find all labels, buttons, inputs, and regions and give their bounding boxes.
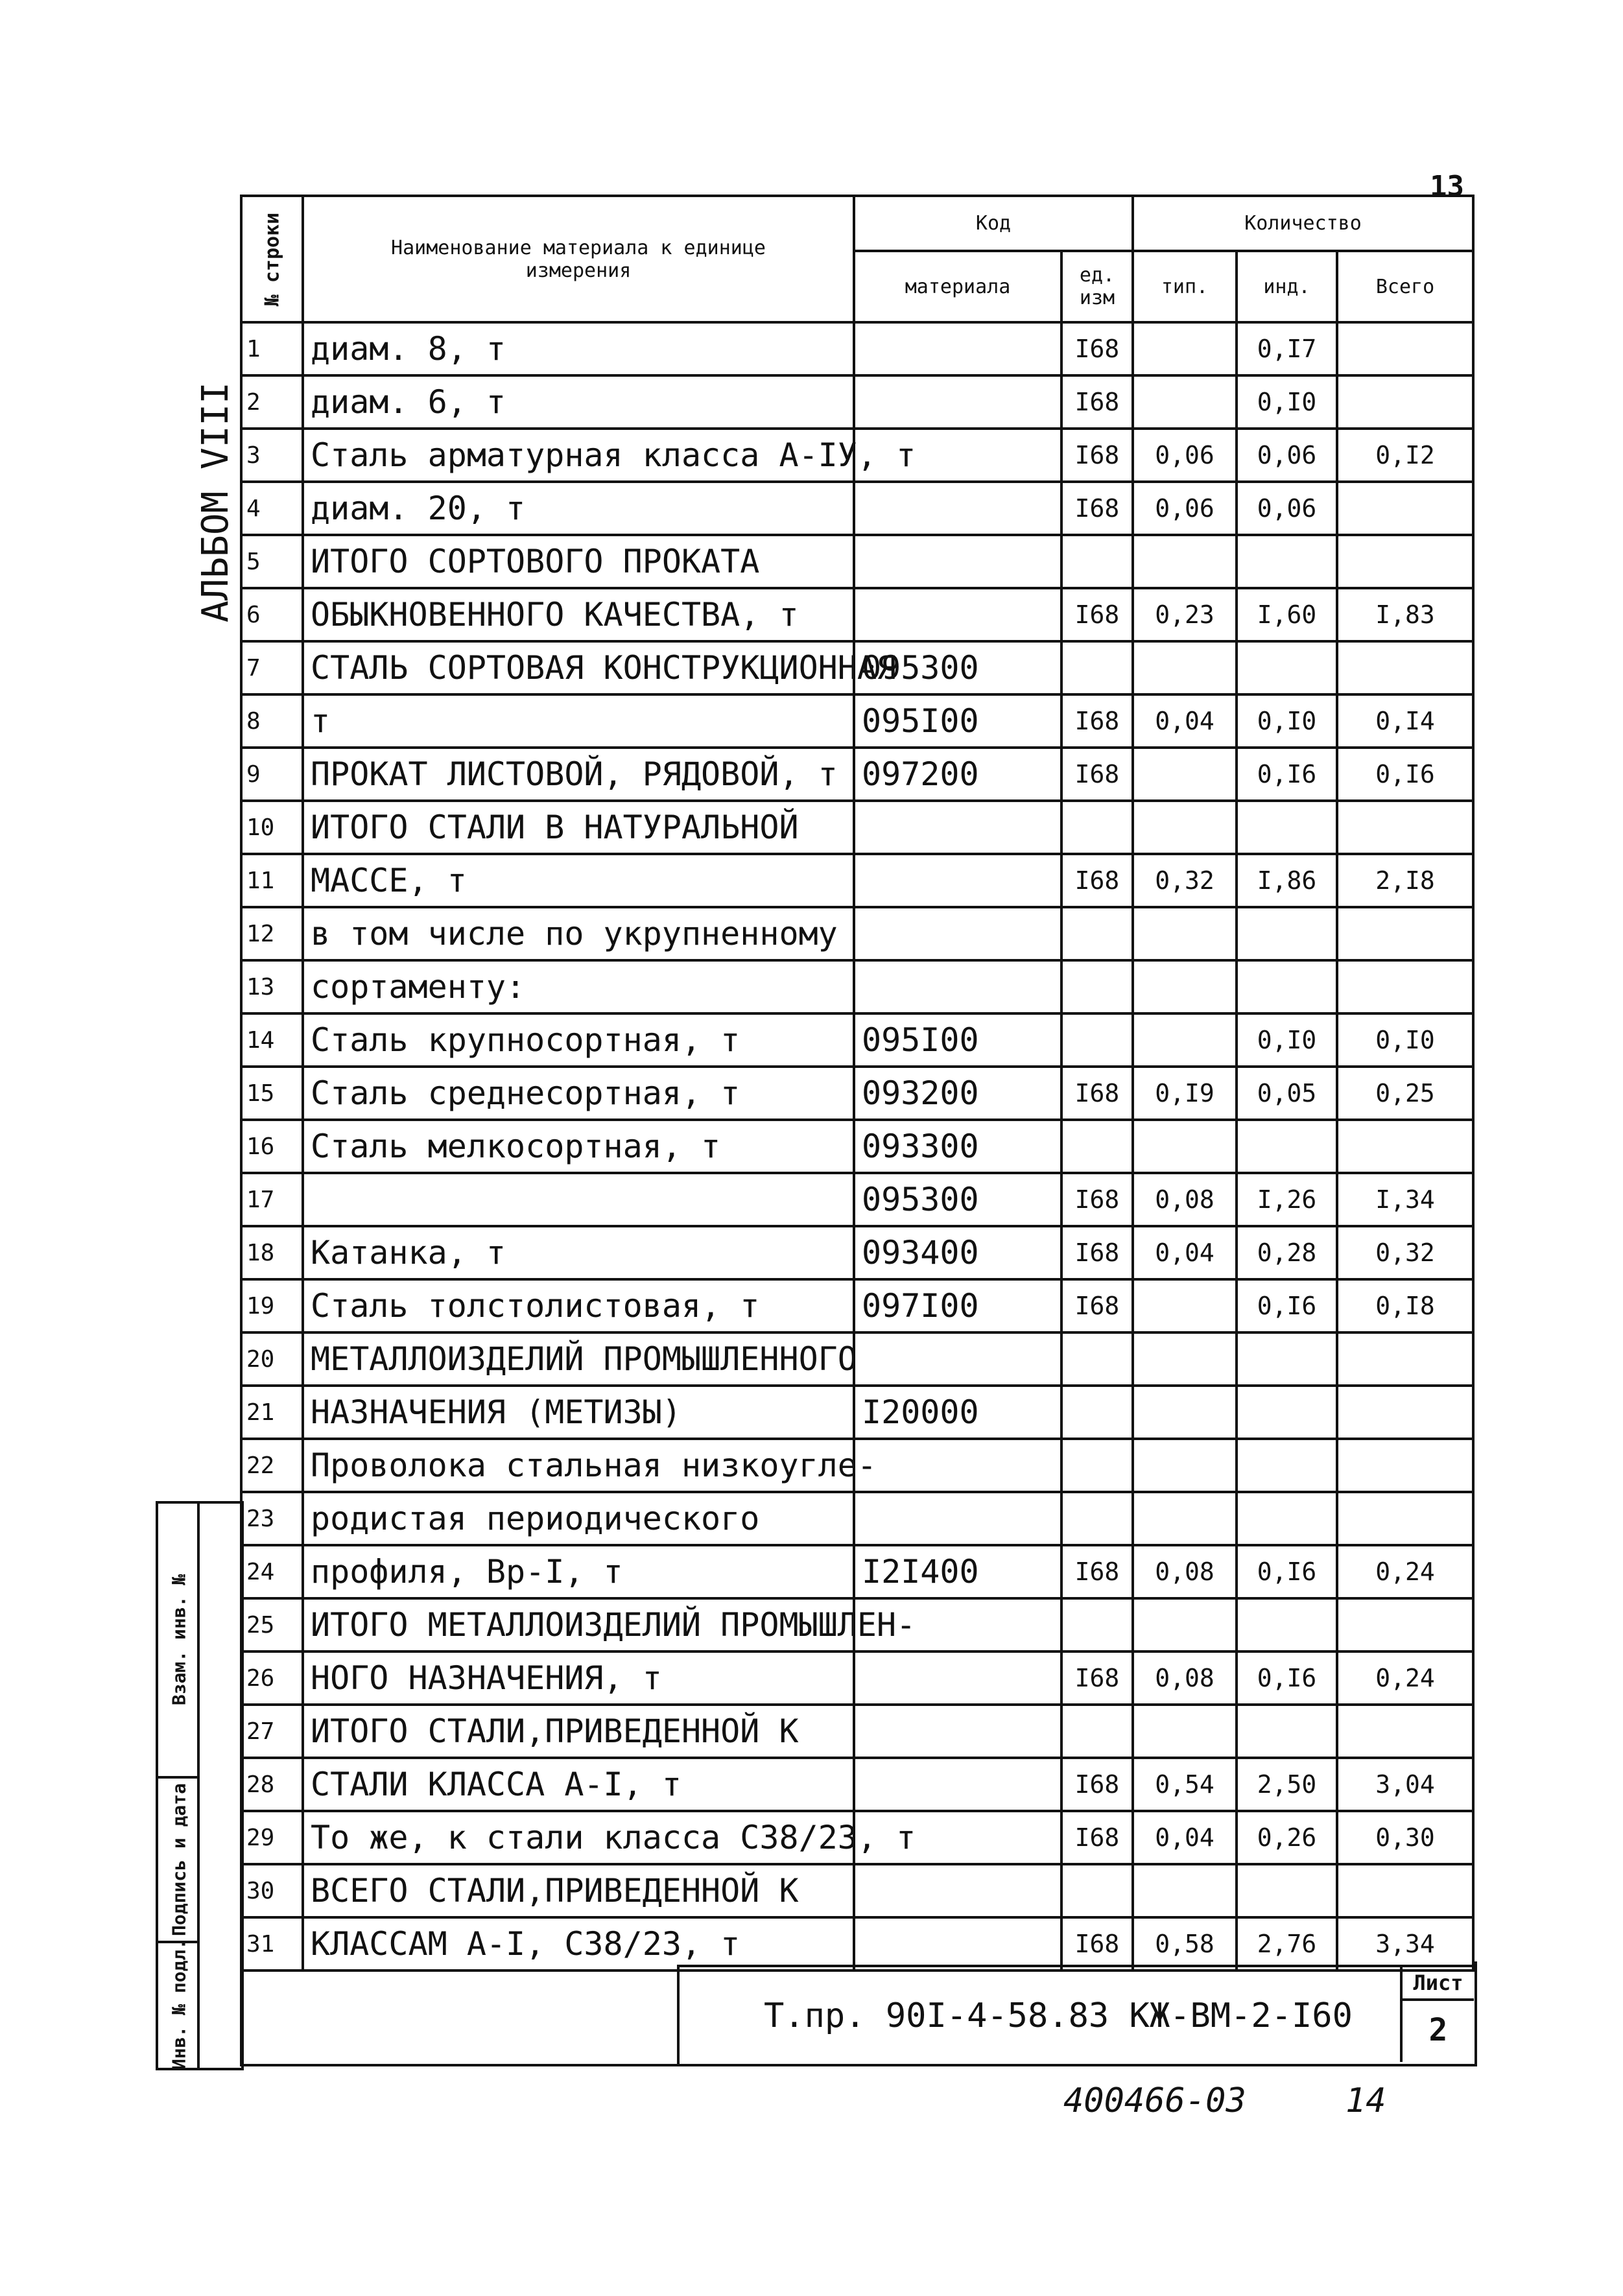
cell-qty-typical — [1133, 960, 1237, 1013]
cell-qty-typical: 0,23 — [1133, 588, 1237, 641]
cell-unit: I68 — [1061, 482, 1133, 535]
cell-unit: I68 — [1061, 1279, 1133, 1332]
cell-material-code — [854, 854, 1061, 907]
cell-qty-total — [1337, 1332, 1473, 1386]
table-row — [241, 375, 1473, 429]
left-strip-labels — [158, 1504, 200, 2068]
cell-qty-typical: 0,04 — [1133, 1226, 1237, 1279]
cell-material-code: I20000 — [854, 1386, 1061, 1439]
cell-qty-individual — [1237, 641, 1337, 694]
cell-material-code — [854, 907, 1061, 960]
header-code-group: Код — [854, 196, 1133, 251]
cell-qty-typical — [1133, 1120, 1237, 1173]
sheet-box — [1400, 1967, 1474, 2062]
strip-cell-inv-no — [158, 1938, 200, 2070]
cell-qty-typical — [1133, 1279, 1237, 1332]
cell-qty-individual — [1237, 1332, 1337, 1386]
cell-qty-individual — [1237, 535, 1337, 588]
cell-row-number: 22 — [241, 1439, 303, 1492]
cell-material-code — [854, 1864, 1061, 1917]
table-row — [241, 482, 1473, 535]
cell-material-code: 095300 — [854, 1173, 1061, 1226]
table-row — [241, 1386, 1473, 1439]
cell-qty-total — [1337, 1705, 1473, 1758]
cell-qty-typical — [1133, 1332, 1237, 1386]
cell-unit: I68 — [1061, 694, 1133, 748]
cell-qty-typical — [1133, 907, 1237, 960]
cell-material-code: 093400 — [854, 1226, 1061, 1279]
cell-qty-typical: 0,04 — [1133, 694, 1237, 748]
cell-unit — [1061, 1120, 1133, 1173]
strip-label-replace: Взам. инв. № — [168, 1574, 190, 1706]
cell-material-code — [854, 801, 1061, 854]
table-row — [241, 588, 1473, 641]
cell-material-name: НАЗНАЧЕНИЯ (МЕТИЗЫ) — [303, 1386, 854, 1439]
table-row — [241, 535, 1473, 588]
cell-row-number: 13 — [241, 960, 303, 1013]
cell-unit — [1061, 535, 1133, 588]
cell-row-number: 19 — [241, 1279, 303, 1332]
cell-qty-individual: I,26 — [1237, 1173, 1337, 1226]
table-row — [241, 429, 1473, 482]
cell-material-code — [854, 1651, 1061, 1705]
header-row-number-label: № строки — [261, 212, 283, 306]
cell-material-name: Сталь толстолистовая, т — [303, 1279, 854, 1332]
cell-qty-individual: 0,28 — [1237, 1226, 1337, 1279]
cell-material-name: т — [303, 694, 854, 748]
cell-row-number: 31 — [241, 1917, 303, 1971]
album-label: АЛЬБОМ VIII — [195, 382, 237, 622]
cell-unit: I68 — [1061, 375, 1133, 429]
cell-material-name: НОГО НАЗНАЧЕНИЯ, т — [303, 1651, 854, 1705]
cell-qty-total — [1337, 1120, 1473, 1173]
cell-qty-total: I,34 — [1337, 1173, 1473, 1226]
cell-qty-individual: 0,06 — [1237, 482, 1337, 535]
title-area — [240, 1961, 1477, 2066]
cell-material-name: диам. 8, т — [303, 322, 854, 375]
cell-qty-individual: I,60 — [1237, 588, 1337, 641]
cell-qty-typical: 0,06 — [1133, 429, 1237, 482]
cell-material-code: 095I00 — [854, 1013, 1061, 1067]
cell-material-code: 095I00 — [854, 694, 1061, 748]
cell-unit: I68 — [1061, 322, 1133, 375]
cell-row-number: 27 — [241, 1705, 303, 1758]
cell-unit: I68 — [1061, 748, 1133, 801]
cell-row-number: 24 — [241, 1545, 303, 1598]
cell-row-number: 8 — [241, 694, 303, 748]
cell-qty-total — [1337, 1492, 1473, 1545]
cell-material-name: СТАЛИ КЛАССА А-I, т — [303, 1758, 854, 1811]
cell-unit — [1061, 801, 1133, 854]
header-qty-typical: тип. — [1133, 251, 1237, 322]
cell-row-number: 10 — [241, 801, 303, 854]
cell-row-number: 12 — [241, 907, 303, 960]
cell-material-name — [303, 1173, 854, 1226]
sheet-label: Лист — [1403, 1967, 1474, 2001]
cell-row-number: 25 — [241, 1598, 303, 1651]
cell-material-code — [854, 375, 1061, 429]
cell-qty-typical: 0,58 — [1133, 1917, 1237, 1971]
cell-row-number: 4 — [241, 482, 303, 535]
cell-qty-total: 0,I8 — [1337, 1279, 1473, 1332]
cell-row-number: 17 — [241, 1173, 303, 1226]
cell-unit — [1061, 1492, 1133, 1545]
table-row — [241, 1439, 1473, 1492]
cell-row-number: 29 — [241, 1811, 303, 1864]
inventory-number: 400466-03 — [1063, 2081, 1246, 2120]
cell-row-number: 3 — [241, 429, 303, 482]
cell-unit: I68 — [1061, 1917, 1133, 1971]
cell-qty-total — [1337, 535, 1473, 588]
cell-qty-individual — [1237, 1705, 1337, 1758]
cell-qty-individual: 0,I6 — [1237, 748, 1337, 801]
cell-qty-typical: 0,06 — [1133, 482, 1237, 535]
cell-row-number: 7 — [241, 641, 303, 694]
cell-material-name: диам. 20, т — [303, 482, 854, 535]
table-body — [241, 322, 1473, 1971]
cell-qty-individual — [1237, 1598, 1337, 1651]
cell-material-name: ИТОГО МЕТАЛЛОИЗДЕЛИЙ ПРОМЫШЛЕН- — [303, 1598, 854, 1651]
header-qty-total: Всего — [1337, 251, 1473, 322]
table-row — [241, 854, 1473, 907]
cell-qty-total — [1337, 375, 1473, 429]
cell-unit: I68 — [1061, 1811, 1133, 1864]
cell-qty-individual: 0,I0 — [1237, 1013, 1337, 1067]
cell-qty-individual — [1237, 907, 1337, 960]
table-row — [241, 1226, 1473, 1279]
table-row — [241, 1598, 1473, 1651]
header-qty-individual: инд. — [1237, 251, 1337, 322]
header-quantity-group: Количество — [1133, 196, 1473, 251]
cell-material-name: МЕТАЛЛОИЗДЕЛИЙ ПРОМЫШЛЕННОГО — [303, 1332, 854, 1386]
cell-material-name: сортаменту: — [303, 960, 854, 1013]
table-row — [241, 1811, 1473, 1864]
cell-qty-typical — [1133, 641, 1237, 694]
cell-qty-typical — [1133, 1013, 1237, 1067]
page-number: 13 — [1430, 170, 1464, 203]
cell-qty-typical: 0,08 — [1133, 1173, 1237, 1226]
cell-qty-total — [1337, 1864, 1473, 1917]
cell-qty-total — [1337, 907, 1473, 960]
cell-material-name: ИТОГО СОРТОВОГО ПРОКАТА — [303, 535, 854, 588]
cell-row-number: 11 — [241, 854, 303, 907]
cell-material-name: ОБЫКНОВЕННОГО КАЧЕСТВА, т — [303, 588, 854, 641]
cell-qty-total: 0,I0 — [1337, 1013, 1473, 1067]
title-block — [677, 1965, 1474, 2065]
cell-qty-typical — [1133, 1492, 1237, 1545]
cell-qty-typical — [1133, 375, 1237, 429]
cell-qty-individual — [1237, 1492, 1337, 1545]
cell-qty-typical — [1133, 535, 1237, 588]
cell-qty-total — [1337, 641, 1473, 694]
cell-material-name: Сталь арматурная класса А-IУ, т — [303, 429, 854, 482]
cell-qty-total: 0,24 — [1337, 1651, 1473, 1705]
cell-qty-typical — [1133, 322, 1237, 375]
cell-material-code: 093200 — [854, 1067, 1061, 1120]
header-row-number — [241, 196, 303, 322]
cell-qty-individual — [1237, 1120, 1337, 1173]
cell-unit: I68 — [1061, 1226, 1133, 1279]
table-row — [241, 1651, 1473, 1705]
cell-qty-total — [1337, 1439, 1473, 1492]
cell-qty-individual: 0,I0 — [1237, 375, 1337, 429]
cell-row-number: 5 — [241, 535, 303, 588]
cell-row-number: 28 — [241, 1758, 303, 1811]
cell-qty-typical: 0,54 — [1133, 1758, 1237, 1811]
cell-row-number: 21 — [241, 1386, 303, 1439]
cell-qty-individual: 0,26 — [1237, 1811, 1337, 1864]
cell-qty-individual: 0,I6 — [1237, 1545, 1337, 1598]
cell-material-name: диам. 6, т — [303, 375, 854, 429]
cell-unit — [1061, 1598, 1133, 1651]
table-row — [241, 322, 1473, 375]
cell-material-code: 097I00 — [854, 1279, 1061, 1332]
cell-material-code — [854, 1705, 1061, 1758]
cell-qty-typical — [1133, 1439, 1237, 1492]
cell-unit: I68 — [1061, 1545, 1133, 1598]
strip-cell-replace — [158, 1504, 200, 1779]
table-row — [241, 1067, 1473, 1120]
cell-qty-typical — [1133, 748, 1237, 801]
cell-unit: I68 — [1061, 1173, 1133, 1226]
table-row — [241, 1332, 1473, 1386]
cell-qty-typical — [1133, 1386, 1237, 1439]
cell-row-number: 6 — [241, 588, 303, 641]
cell-qty-total — [1337, 1386, 1473, 1439]
header-material-name: Наименование материала к единице измерения — [303, 196, 854, 322]
cell-qty-typical: 0,32 — [1133, 854, 1237, 907]
cell-qty-total — [1337, 1598, 1473, 1651]
cell-material-name: Сталь среднесортная, т — [303, 1067, 854, 1120]
cell-unit: I68 — [1061, 429, 1133, 482]
cell-qty-total: I,83 — [1337, 588, 1473, 641]
cell-material-code — [854, 1439, 1061, 1492]
table-row — [241, 694, 1473, 748]
cell-material-code — [854, 588, 1061, 641]
cell-material-code — [854, 482, 1061, 535]
cell-qty-total — [1337, 482, 1473, 535]
cell-unit — [1061, 1332, 1133, 1386]
cell-qty-total: 3,04 — [1337, 1758, 1473, 1811]
header-material-code: материала — [854, 251, 1061, 322]
cell-unit: I68 — [1061, 1758, 1133, 1811]
cell-row-number: 14 — [241, 1013, 303, 1067]
cell-qty-typical: 0,08 — [1133, 1545, 1237, 1598]
cell-material-name: МАССЕ, т — [303, 854, 854, 907]
table-row — [241, 748, 1473, 801]
cell-unit — [1061, 1439, 1133, 1492]
cell-row-number: 23 — [241, 1492, 303, 1545]
cell-material-name: КЛАССАМ А-I, С38/23, т — [303, 1917, 854, 1971]
cell-qty-total: 0,24 — [1337, 1545, 1473, 1598]
table-row — [241, 907, 1473, 960]
cell-unit — [1061, 641, 1133, 694]
cell-qty-typical — [1133, 801, 1237, 854]
cell-material-name: ВСЕГО СТАЛИ,ПРИВЕДЕННОЙ К — [303, 1864, 854, 1917]
cell-qty-total — [1337, 960, 1473, 1013]
cell-qty-total: 0,30 — [1337, 1811, 1473, 1864]
cell-row-number: 20 — [241, 1332, 303, 1386]
cell-unit — [1061, 1386, 1133, 1439]
table-row — [241, 1279, 1473, 1332]
cell-material-name: родистая периодического — [303, 1492, 854, 1545]
cell-row-number: 15 — [241, 1067, 303, 1120]
cell-row-number: 30 — [241, 1864, 303, 1917]
table-row — [241, 641, 1473, 694]
header-unit: ед. изм — [1061, 251, 1133, 322]
cell-qty-individual: 2,76 — [1237, 1917, 1337, 1971]
document-code: Т.пр. 90I-4-58.83 КЖ-ВМ-2-I60 — [764, 1996, 1353, 2035]
cell-qty-typical — [1133, 1598, 1237, 1651]
cell-material-name: Сталь крупносортная, т — [303, 1013, 854, 1067]
table-row — [241, 1173, 1473, 1226]
cell-qty-individual: 2,50 — [1237, 1758, 1337, 1811]
cell-qty-individual — [1237, 960, 1337, 1013]
cell-qty-individual — [1237, 1439, 1337, 1492]
cell-qty-total: 0,32 — [1337, 1226, 1473, 1279]
cell-row-number: 1 — [241, 322, 303, 375]
cell-qty-total: 0,I2 — [1337, 429, 1473, 482]
cell-material-name: То же, к стали класса С38/23, т — [303, 1811, 854, 1864]
cell-material-name: ПРОКАТ ЛИСТОВОЙ, РЯДОВОЙ, т — [303, 748, 854, 801]
table-row — [241, 801, 1473, 854]
table-row — [241, 1864, 1473, 1917]
cell-qty-total: 0,I6 — [1337, 748, 1473, 801]
cell-material-name: ИТОГО СТАЛИ,ПРИВЕДЕННОЙ К — [303, 1705, 854, 1758]
cell-unit — [1061, 960, 1133, 1013]
cell-row-number: 9 — [241, 748, 303, 801]
cell-unit — [1061, 1705, 1133, 1758]
table-row — [241, 1492, 1473, 1545]
cell-qty-typical: 0,I9 — [1133, 1067, 1237, 1120]
cell-qty-typical: 0,08 — [1133, 1651, 1237, 1705]
cell-material-name: Сталь мелкосортная, т — [303, 1120, 854, 1173]
cell-row-number: 18 — [241, 1226, 303, 1279]
cell-qty-individual — [1237, 1386, 1337, 1439]
cell-qty-individual: 0,I7 — [1237, 322, 1337, 375]
cell-material-name: ИТОГО СТАЛИ В НАТУРАЛЬНОЙ — [303, 801, 854, 854]
cell-row-number: 2 — [241, 375, 303, 429]
cell-row-number: 16 — [241, 1120, 303, 1173]
cell-material-name: Проволока стальная низкоугле- — [303, 1439, 854, 1492]
cell-unit — [1061, 1013, 1133, 1067]
cell-material-code: I2I400 — [854, 1545, 1061, 1598]
cell-material-name: профиля, Вр-I, т — [303, 1545, 854, 1598]
cell-qty-individual — [1237, 1864, 1337, 1917]
table-row — [241, 1545, 1473, 1598]
cell-qty-individual: 0,I6 — [1237, 1279, 1337, 1332]
cell-qty-total — [1337, 322, 1473, 375]
strip-cell-sign-date — [158, 1779, 200, 1943]
cell-qty-typical: 0,04 — [1133, 1811, 1237, 1864]
cell-material-code — [854, 1492, 1061, 1545]
cell-material-name: Катанка, т — [303, 1226, 854, 1279]
cell-qty-individual: 0,I0 — [1237, 694, 1337, 748]
strip-label-inv-no: Инв. № подл. — [168, 1938, 190, 2070]
left-stamp-strip — [156, 1501, 244, 2070]
cell-material-name: СТАЛЬ СОРТОВАЯ КОНСТРУКЦИОННАЯ — [303, 641, 854, 694]
footer-page-number: 14 — [1345, 2081, 1386, 2120]
table-row — [241, 960, 1473, 1013]
cell-qty-individual: 0,06 — [1237, 429, 1337, 482]
cell-qty-individual — [1237, 801, 1337, 854]
cell-unit — [1061, 1864, 1133, 1917]
cell-qty-individual: 0,I6 — [1237, 1651, 1337, 1705]
strip-label-sign-date: Подпись и дата — [168, 1782, 190, 1937]
cell-unit: I68 — [1061, 1067, 1133, 1120]
cell-qty-total: 3,34 — [1337, 1917, 1473, 1971]
cell-material-code: 095300 — [854, 641, 1061, 694]
cell-material-code — [854, 322, 1061, 375]
cell-material-code — [854, 1332, 1061, 1386]
cell-qty-typical — [1133, 1705, 1237, 1758]
cell-qty-total: 2,I8 — [1337, 854, 1473, 907]
table-row — [241, 1758, 1473, 1811]
cell-unit: I68 — [1061, 854, 1133, 907]
cell-material-code — [854, 535, 1061, 588]
cell-material-code: 097200 — [854, 748, 1061, 801]
cell-qty-typical — [1133, 1864, 1237, 1917]
table-row — [241, 1120, 1473, 1173]
sheet-number: 2 — [1428, 2012, 1448, 2048]
cell-unit — [1061, 907, 1133, 960]
materials-table — [240, 195, 1475, 1972]
cell-qty-total: 0,I4 — [1337, 694, 1473, 748]
cell-qty-total — [1337, 801, 1473, 854]
cell-unit: I68 — [1061, 588, 1133, 641]
cell-material-name: в том числе по укрупненному — [303, 907, 854, 960]
cell-material-code: 093300 — [854, 1120, 1061, 1173]
cell-material-code — [854, 960, 1061, 1013]
cell-unit: I68 — [1061, 1651, 1133, 1705]
cell-qty-total: 0,25 — [1337, 1067, 1473, 1120]
cell-qty-individual: I,86 — [1237, 854, 1337, 907]
cell-qty-individual: 0,05 — [1237, 1067, 1337, 1120]
cell-material-code — [854, 1758, 1061, 1811]
table-row — [241, 1705, 1473, 1758]
cell-row-number: 26 — [241, 1651, 303, 1705]
table-row — [241, 1013, 1473, 1067]
